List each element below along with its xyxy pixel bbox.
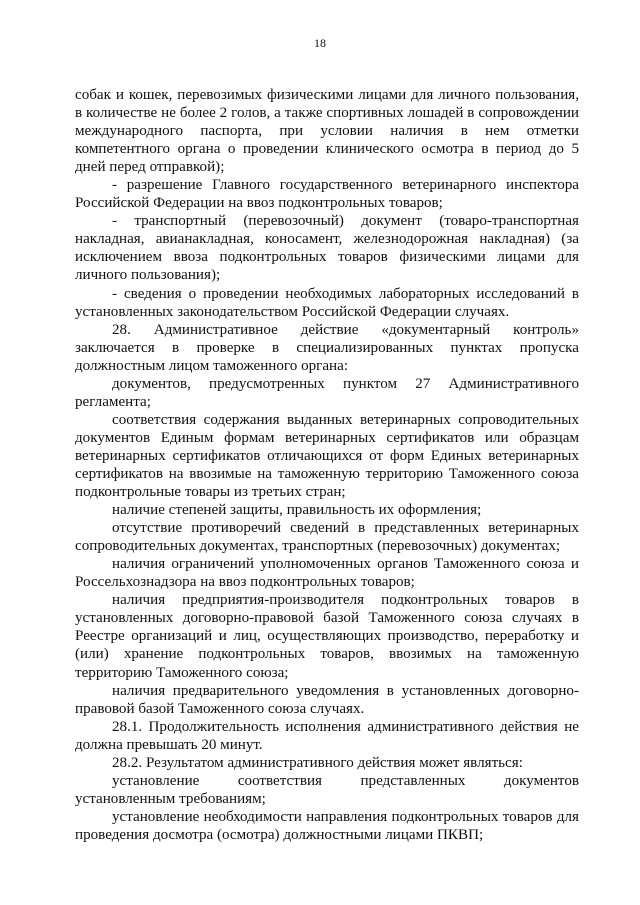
paragraph-restrictions: наличия ограничений уполномоченных органов Таможенного союза и Россельхознадзора на ввоз подконтрольных товаров; [75,556,579,591]
paragraph-transport-document: - транспортный (перевозочный) документ (товаро-транспортная накладная, авианакладная, коносамент, железнодорожная накладная) (за исключением ввоза подконтрольных товаров физическими лицами для личного пользования); [75,213,579,284]
paragraph-notification: наличия предварительного уведомления в установленных договорно-правовой базой Таможенного союза случаях. [75,682,579,717]
paragraph-contradictions: отсутствие противоречий сведений в представленных ветеринарных сопроводительных документах, транспортных (перевозочных) документах; [75,520,579,555]
body-text [75,86,579,844]
paragraph-item-28-1: 28.1. Продолжительность исполнения административного действия не должна превышать 20 минут. [75,718,579,753]
paragraph-inspection: установление необходимости направления подконтрольных товаров для проведения досмотра (осмотра) должностными лицами ПКВП; [75,808,579,843]
page-number: 18 [314,36,326,50]
paragraph-lab-tests: - сведения о проведении необходимых лабораторных исследований в установленных законодательством Российской Федерации случаях. [75,285,579,320]
paragraph-registry: наличия предприятия-производителя подконтрольных товаров в установленных договорно-правовой базой Таможенного союза случаях в Реестре организаций и лиц, осуществляющих производство, переработку и (или) хранение подконтрольных товаров, ввозимых на таможенную территорию Таможенного союза; [75,592,579,681]
paragraph-permit: - разрешение Главного государственного ветеринарного инспектора Российской Федерации на ввоз подконтрольных товаров; [75,177,579,212]
paragraph-item-28: 28. Административное действие «документарный контроль» заключается в проверке в специализированных пунктах пропуска должностным лицом таможенного органа: [75,321,579,374]
paragraph-documents: документов, предусмотренных пунктом 27 Административного регламента; [75,375,579,410]
paragraph-certificates: соответствия содержания выданных ветеринарных сопроводительных документов Единым формам ветеринарных сертификатов или образцам ветеринарных сертификатов отличающихся от форм Единых ветеринарных сертификатов на ввозимые на таможенную территорию Таможенного союза подконтрольные товары из третьих стран; [75,411,579,501]
paragraph-continuation: собак и кошек, перевозимых физическими лицами для личного пользования, в количестве не более 2 голов, а также спортивных лошадей в сопровождении международного паспорта, при условии наличия в нем отметки компетентного органа о проведении клинического осмотра в период до 5 дней перед отправкой); [75,87,579,176]
paragraph-compliance: установление соответствия представленных документов установленным требованиям; [75,772,579,807]
paragraph-item-28-2: 28.2. Результатом административного действия может являться: [112,754,523,771]
paragraph-protection: наличие степеней защиты, правильность их оформления; [112,502,482,519]
